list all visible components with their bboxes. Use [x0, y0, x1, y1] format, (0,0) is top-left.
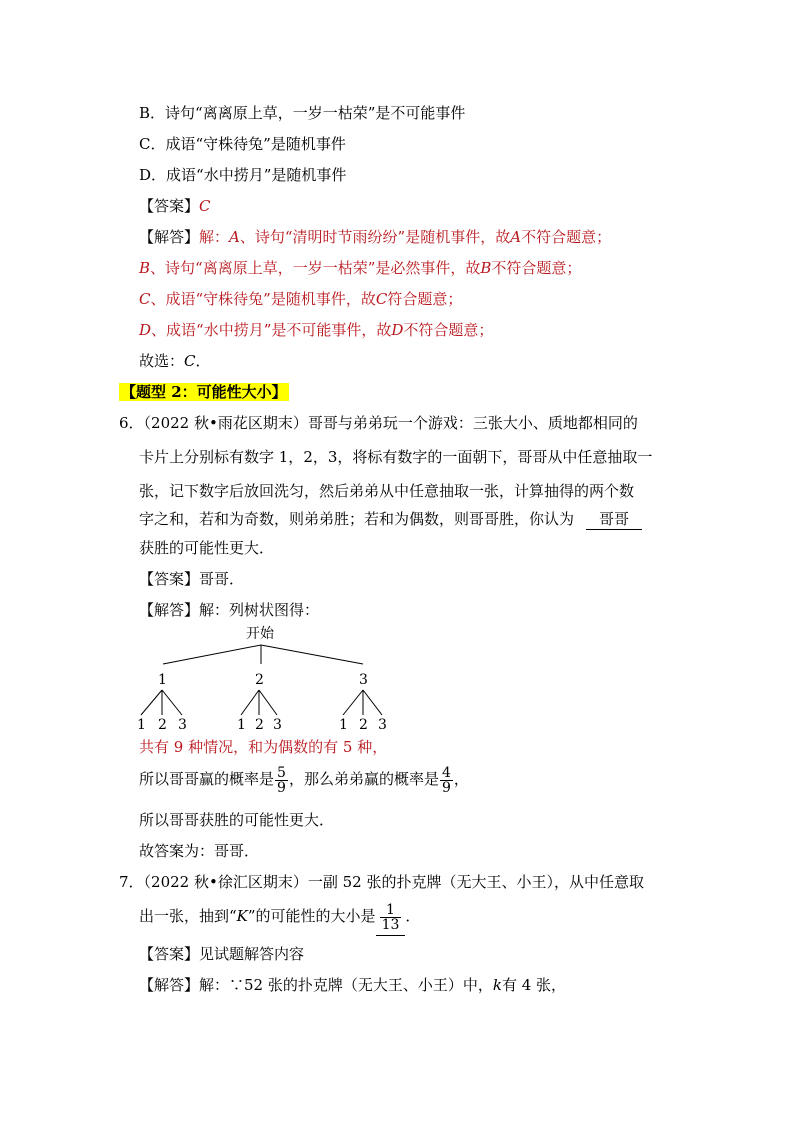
fraction-denominator: 9 [277, 779, 286, 796]
solution-label: 【解答】 [139, 228, 200, 246]
question-text: 字之和，若和为奇数，则弟弟胜；若和为偶数，则哥哥胜，你认为 [139, 510, 575, 528]
answer-value: C [199, 197, 211, 215]
q7-line-1: 7．（2022 秋•徐汇区期末）一副 52 张的扑克牌（无大王、小王），从中任意取 [119, 873, 644, 891]
q6-line-2: 卡片上分别标有数字 1，2，3，将标有数字的一面朝下，哥哥从中任意抽取一 [139, 448, 653, 466]
var-a: A [229, 228, 240, 246]
var-d: D [391, 321, 404, 339]
solution-text: ． [195, 352, 211, 370]
solution-6-line-1: 【解答】解：列树状图得： [139, 601, 320, 619]
answer-blank: 哥哥 [586, 509, 642, 530]
var-c: C [139, 290, 151, 308]
solution-text: 故选： [139, 352, 185, 370]
solution-text: 、诗句“清明时节雨纷纷”是随机事件，故 [239, 228, 511, 246]
var-a: A [510, 228, 522, 246]
solution-text: 解： [199, 228, 230, 246]
solution-number: 5 [342, 738, 353, 756]
tree-leaf: 1 [137, 717, 146, 733]
solution-text: 共有 [139, 738, 174, 756]
fraction-numerator: 4 [441, 764, 451, 781]
solution-text: 不符合题意； [403, 321, 494, 339]
solution-text: 不符合题意； [491, 259, 582, 277]
line-option-d: D．成语“水中捞月”是随机事件 [139, 166, 347, 184]
solution-text: 、成语“守株待兔”是随机事件，故 [150, 290, 376, 308]
solution-text: ，那么弟弟赢的概率是 [288, 770, 439, 788]
answer-7: 【答案】见试题解答内容 [139, 945, 305, 963]
q6-line-5: 获胜的可能性更大． [139, 539, 275, 557]
tree-leaf: 3 [273, 717, 282, 733]
var-d: D [139, 321, 152, 339]
solution-text: 、成语“水中捞月”是不可能事件，故 [151, 321, 392, 339]
fraction-brother [275, 766, 288, 795]
line-option-b: B．诗句“离离原上草，一岁一枯荣”是不可能事件 [139, 104, 466, 122]
tree-leaf: 1 [339, 717, 348, 733]
section-heading-text: 【题型 2：可能性大小】 [121, 383, 287, 401]
var-b: B [139, 259, 151, 277]
var-b: B [480, 259, 492, 277]
line-option-c: C．成语“守株待兔”是随机事件 [139, 135, 346, 153]
question-text: ”的可能性的大小是 [247, 907, 376, 925]
tree-leaf: 3 [378, 717, 387, 733]
solution-text: 【解答】解：∵52 张的扑克牌（无大王、小王）中， [139, 976, 493, 994]
solution-6-line-5: 故答案为：哥哥． [139, 842, 260, 860]
solution-number: 9 [173, 738, 184, 756]
solution-text: 、诗句“离离原上草，一岁一枯荣”是必然事件，故 [150, 259, 481, 277]
solution-6-line-4: 所以哥哥获胜的可能性更大． [139, 811, 335, 829]
tree-node-3: 3 [359, 672, 368, 688]
tree-node-1: 1 [158, 672, 167, 688]
solution-7-line-1 [139, 975, 566, 995]
answer-blank [376, 899, 406, 936]
answer-label: 【答案】 [139, 197, 200, 215]
fraction-numerator: 5 [277, 764, 286, 781]
solution-6-line-3 [139, 762, 469, 796]
tree-root: 开始 [246, 626, 274, 642]
tree-leaf: 1 [237, 717, 246, 733]
fraction-younger-brother [440, 766, 453, 795]
tree-leaf: 3 [178, 717, 187, 733]
q6-line-3: 张，记下数字后放回洗匀，然后弟弟从中任意抽取一张，计算抽得的两个数 [139, 482, 635, 500]
var-c: C [375, 290, 388, 308]
question-text: ． [405, 907, 421, 925]
solution-text: 符合题意； [387, 290, 463, 308]
fraction-numerator: 1 [380, 903, 402, 918]
var-k: k [492, 976, 502, 994]
tree-node-2: 2 [255, 672, 264, 688]
solution-6-line-2 [139, 737, 387, 757]
solution-text: 种情况，和为偶数的有 [183, 738, 343, 756]
q7-line-2 [139, 898, 420, 936]
tree-leaf: 2 [158, 717, 167, 733]
solution-text: 种， [352, 738, 388, 756]
fraction-denominator: 9 [441, 779, 451, 796]
tree-leaf: 2 [359, 717, 368, 733]
solution-text: 有 4 张， [501, 976, 567, 994]
solution-text: ， [453, 770, 469, 788]
answer-6: 【答案】哥哥． [139, 570, 245, 588]
q6-line-1: 6．（2022 秋•雨花区期末）哥哥与弟弟玩一个游戏：三张大小、质地都相同的 [119, 414, 638, 432]
solution-text: 所以哥哥赢的概率是 [139, 770, 275, 788]
fraction-denominator: 13 [381, 917, 400, 933]
fraction-answer [380, 903, 402, 932]
tree-leaf: 2 [255, 717, 264, 733]
solution-text: 不符合题意； [521, 228, 612, 246]
question-text: 出一张，抽到“ [139, 907, 237, 925]
var-c: C [184, 352, 196, 370]
var-k: K [236, 907, 248, 925]
